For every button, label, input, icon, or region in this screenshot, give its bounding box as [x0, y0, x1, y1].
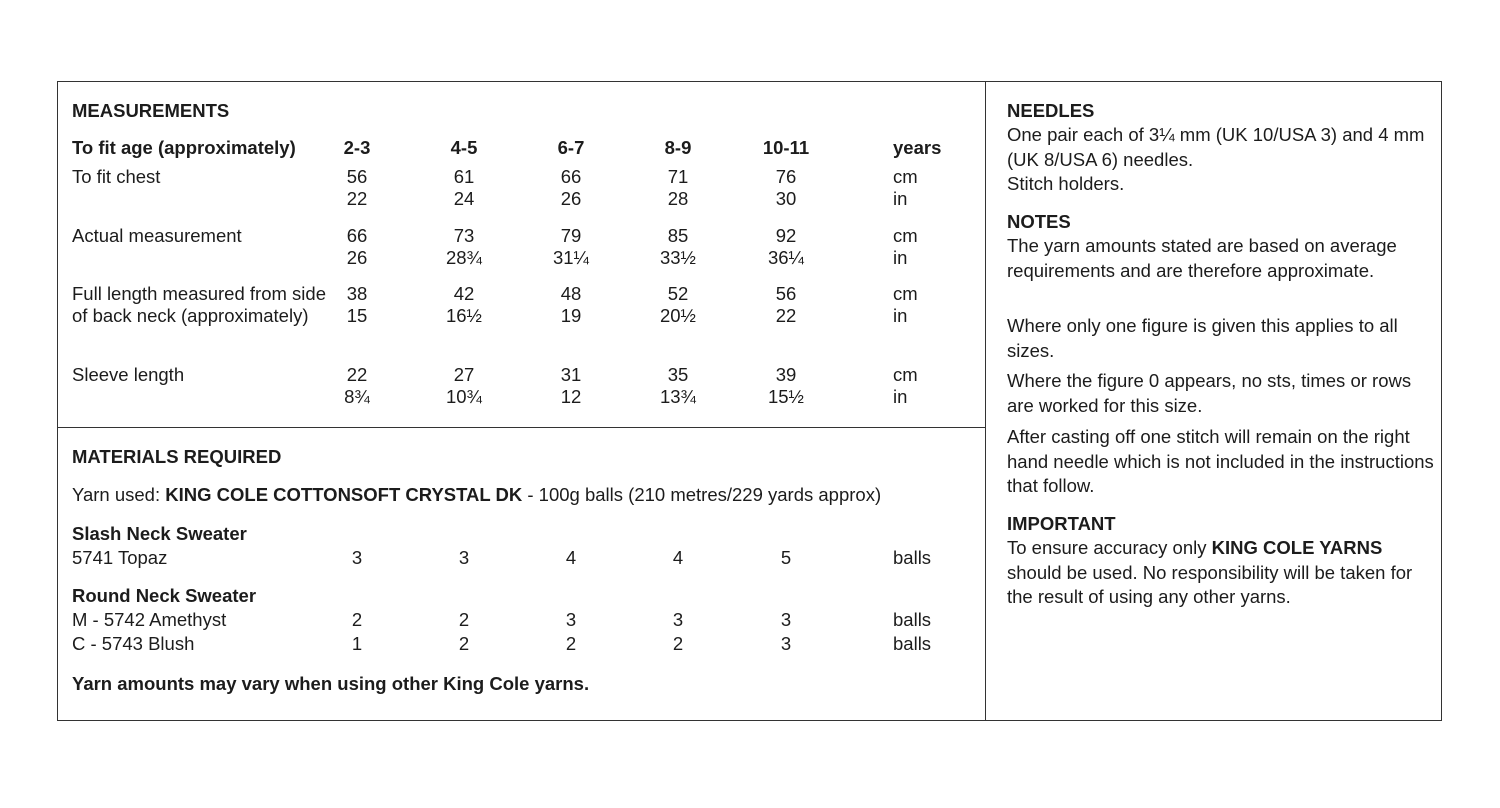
table-cell: 28¾ — [445, 247, 482, 268]
unit-cell: in — [893, 247, 908, 268]
row-label: Sleeve length — [72, 364, 185, 385]
age-header-label: To fit age (approximately) — [72, 137, 296, 158]
yarn-name: KING COLE COTTONSOFT CRYSTAL DK — [165, 484, 523, 505]
row-label: Actual measurement — [72, 225, 242, 246]
table-cell: 36¼ — [767, 247, 804, 268]
unit-cell: in — [893, 188, 908, 209]
table-cell: 56 — [346, 166, 368, 187]
materials-heading: MATERIALS REQUIRED — [72, 446, 282, 467]
table-cell: 2 — [351, 609, 363, 630]
unit-cell: balls — [893, 633, 932, 654]
table-cell: 5 — [780, 547, 792, 568]
needles-text-2: Stitch holders. — [1007, 173, 1125, 194]
size-header: 4-5 — [450, 137, 478, 158]
table-cell: 52 — [667, 283, 689, 304]
yarn-prefix: Yarn used: — [72, 484, 166, 505]
important-heading: IMPORTANT — [1007, 513, 1116, 534]
important-pre: To ensure accuracy only — [1007, 537, 1212, 558]
table-cell: 24 — [453, 188, 475, 209]
notes-heading: NOTES — [1007, 211, 1071, 232]
unit-cell: cm — [893, 166, 918, 187]
section-divider — [57, 427, 986, 428]
unit-cell: balls — [893, 547, 932, 568]
row-label: 5741 Topaz — [72, 547, 168, 568]
unit-cell: cm — [893, 225, 918, 246]
table-cell: 85 — [667, 225, 689, 246]
size-header: 10-11 — [762, 137, 810, 158]
size-header: 8-9 — [664, 137, 692, 158]
table-cell: 8¾ — [344, 386, 370, 407]
table-cell: 26 — [346, 247, 368, 268]
table-cell: 2 — [458, 633, 470, 654]
table-cell: 3 — [672, 609, 684, 630]
table-cell: 92 — [775, 225, 797, 246]
round-neck-title: Round Neck Sweater — [72, 585, 257, 606]
table-cell: 66 — [560, 166, 582, 187]
row-label: M - 5742 Amethyst — [72, 609, 227, 630]
important-post: should be used. No responsibility will be taken for the result of using any other yarns. — [1007, 561, 1413, 607]
size-header: 2-3 — [343, 137, 371, 158]
table-cell: 33½ — [659, 247, 696, 268]
table-cell: 20½ — [659, 305, 696, 326]
size-header: 6-7 — [557, 137, 585, 158]
table-cell: 42 — [453, 283, 475, 304]
table-cell: 71 — [667, 166, 689, 187]
table-cell: 15 — [346, 305, 368, 326]
needles-text: One pair each of 3¼ mm (UK 10/USA 3) and 4 mm (UK 8/USA 6) needles. — [1007, 124, 1425, 170]
unit-cell: in — [893, 386, 908, 407]
table-cell: 3 — [780, 633, 792, 654]
table-cell: 48 — [560, 283, 582, 304]
unit-cell: balls — [893, 609, 932, 630]
needles-heading: NEEDLES — [1007, 100, 1095, 121]
slash-neck-title: Slash Neck Sweater — [72, 523, 247, 544]
table-cell: 2 — [458, 609, 470, 630]
materials-footer: Yarn amounts may vary when using other King Cole yarns. — [72, 673, 590, 694]
table-cell: 31¼ — [552, 247, 589, 268]
table-cell: 16½ — [445, 305, 482, 326]
table-cell: 28 — [667, 188, 689, 209]
table-cell: 3 — [458, 547, 470, 568]
table-cell: 10¾ — [445, 386, 482, 407]
table-cell: 4 — [565, 547, 577, 568]
important-text — [1007, 536, 1437, 610]
row-label: Full length measured from side of back neck (approximately) — [72, 283, 326, 326]
unit-cell: cm — [893, 364, 918, 385]
table-cell: 39 — [775, 364, 797, 385]
table-cell: 2 — [565, 633, 577, 654]
table-cell: 19 — [560, 305, 582, 326]
table-cell: 61 — [453, 166, 475, 187]
table-cell: 56 — [775, 283, 797, 304]
table-cell: 73 — [453, 225, 475, 246]
table-cell: 27 — [453, 364, 475, 385]
table-cell: 4 — [672, 547, 684, 568]
unit-cell: cm — [893, 283, 918, 304]
table-cell: 38 — [346, 283, 368, 304]
notes-paragraph: After casting off one stitch will remain on the right hand needle which is not included in the instructions that follow. — [1007, 426, 1434, 496]
yarn-used-line — [72, 484, 881, 506]
measurements-heading: MEASUREMENTS — [72, 100, 230, 121]
notes-paragraph: Where the figure 0 appears, no sts, times or rows are worked for this size. — [1007, 370, 1412, 416]
table-cell: 79 — [560, 225, 582, 246]
table-cell: 26 — [560, 188, 582, 209]
column-divider — [985, 81, 986, 721]
table-cell: 35 — [667, 364, 689, 385]
table-cell: 1 — [351, 633, 363, 654]
table-cell: 66 — [346, 225, 368, 246]
yarn-suffix: - 100g balls (210 metres/229 yards approx) — [522, 484, 882, 505]
table-cell: 15½ — [767, 386, 804, 407]
table-cell: 31 — [560, 364, 582, 385]
table-cell: 12 — [560, 386, 582, 407]
notes-paragraph: The yarn amounts stated are based on average requirements and are therefore approximate. — [1007, 235, 1397, 281]
table-cell: 3 — [565, 609, 577, 630]
row-label: To fit chest — [72, 166, 161, 187]
notes-paragraph: Where only one figure is given this applies to all sizes. — [1007, 315, 1398, 361]
important-brand: KING COLE YARNS — [1211, 537, 1383, 558]
table-cell: 3 — [351, 547, 363, 568]
table-cell: 22 — [346, 188, 368, 209]
unit-header: years — [893, 137, 942, 158]
table-cell: 30 — [775, 188, 797, 209]
row-label: C - 5743 Blush — [72, 633, 195, 654]
table-cell: 76 — [775, 166, 797, 187]
table-cell: 3 — [780, 609, 792, 630]
table-cell: 13¾ — [659, 386, 696, 407]
unit-cell: in — [893, 305, 908, 326]
table-cell: 22 — [775, 305, 797, 326]
table-cell: 22 — [346, 364, 368, 385]
table-cell: 2 — [672, 633, 684, 654]
